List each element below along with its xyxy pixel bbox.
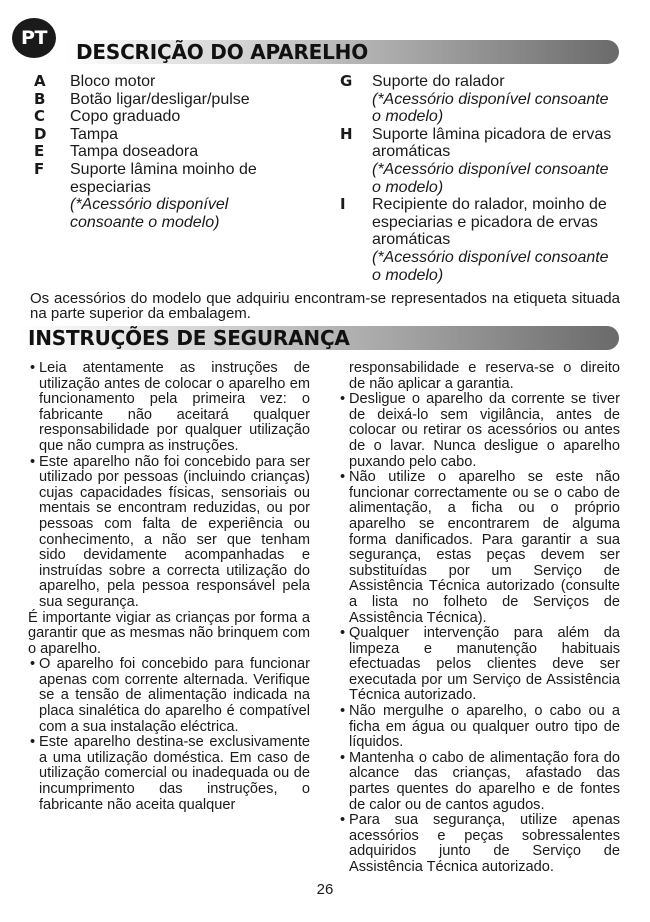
language-badge: PT	[12, 18, 56, 58]
bullet: •	[30, 656, 36, 673]
item-text: Suporte do ralador	[372, 73, 505, 90]
bullet: •	[340, 812, 346, 829]
safety-item	[340, 704, 620, 751]
item-text: Bloco motor	[70, 73, 156, 90]
bullet: •	[340, 625, 346, 642]
list-item	[340, 196, 625, 284]
item-letter: A	[34, 72, 46, 90]
list-item	[340, 126, 625, 196]
safety-item	[30, 735, 310, 813]
list-item	[340, 73, 625, 126]
safety-text: Não utilize o aparelho se este não funcionar correctamente ou se o cabo de alimentação, a ficha ou o próprio aparelho se encontrarem de alguma forma danificados. Para garantir a sua segurança, estas peças devem ser substituídas por um Serviço de Assistência Técnica autorizado (consulte a lista no folheto de Serviços de Assistência Técnica).	[349, 469, 620, 626]
page-number: 26	[316, 881, 334, 898]
item-text: Suporte lâmina moinho de especiarias	[70, 160, 257, 196]
item-letter: F	[34, 159, 45, 178]
item-text: Tampa	[70, 125, 119, 143]
bullet: •	[340, 703, 346, 720]
bullet: •	[30, 453, 36, 470]
safety-item	[340, 751, 620, 813]
item-letter: H	[340, 124, 353, 143]
item-note: (*Acessório disponível consoante o modelo)	[372, 248, 609, 284]
item-note: (*Acessório disponível consoante o modelo)	[372, 160, 609, 196]
list-item	[34, 161, 324, 231]
safety-text: Mantenha o cabo de alimentação fora do alcance das crianças, afastado das partes quentes do aparelho e de fontes de calor ou de cantos agudos.	[349, 749, 620, 813]
safety-text: Para sua segurança, utilize apenas acessórios e peças sobressalentes adquiridos junto de Serviço de Assistência Técnica autorizado.	[349, 812, 620, 875]
parts-list-right	[340, 73, 625, 284]
safety-text: responsabilidade e reserva-se o direito de não aplicar a garantia.	[349, 360, 620, 392]
bullet: •	[30, 360, 36, 376]
item-letter: D	[34, 124, 47, 143]
safety-item	[340, 470, 620, 626]
safety-item	[340, 626, 620, 704]
safety-text: Leia atentamente as instruções de utilização antes de colocar o aparelho em funcionamento pela primeira vez: o fabricante não aceitará qualquer responsabilidade por qualquer utilização que não cumpra as instruções.	[39, 360, 310, 454]
parts-list-left	[34, 73, 324, 231]
safety-column-right	[340, 361, 620, 876]
safety-text: Não mergulhe o aparelho, o cabo ou a ficha em água ou qualquer outro tipo de líquidos.	[349, 703, 620, 751]
item-text: Tampa doseadora	[70, 143, 199, 161]
bullet: •	[30, 734, 36, 751]
accessories-footnote: Os acessórios do modelo que adquiriu encontram-se representados na etiqueta situada na parte superior da embalagem.	[30, 290, 620, 323]
safety-item	[340, 392, 620, 470]
bullet: •	[340, 469, 346, 486]
safety-item	[30, 361, 310, 455]
bullet: •	[340, 391, 346, 408]
list-item	[34, 108, 324, 126]
item-text: Botão ligar/desligar/pulse	[70, 90, 250, 108]
bullet: •	[340, 749, 346, 766]
item-text: Copo graduado	[70, 108, 181, 126]
safety-item	[340, 813, 620, 875]
item-letter: E	[34, 142, 45, 161]
item-letter: G	[340, 72, 353, 90]
safety-text: Desligue o aparelho da corrente se tiver de deixá-lo sem vigilância, antes de colocar ou retirar os acessórios ou antes de o lavar. Nunca desligue o aparelho puxando pelo cabo.	[349, 391, 620, 470]
safety-column-left	[30, 361, 310, 813]
item-note: (*Acessório disponível consoante o modelo)	[372, 90, 609, 126]
safety-item	[30, 657, 310, 735]
list-item	[34, 73, 324, 91]
item-text: Recipiente do ralador, moinho de especiarias e picadora de ervas aromáticas	[372, 196, 607, 249]
list-item	[34, 143, 324, 161]
safety-text: Este aparelho destina-se exclusivamente a uma utilização doméstica. Em caso de utilização comercial ou inadequada ou de incumprimento das instruções, o fabricante não aceita qualquer	[39, 734, 310, 813]
item-note: (*Acessório disponível consoante o modelo)	[70, 196, 229, 231]
safety-text: É importante vigiar as crianças por forma a garantir que as mesmas não brinquem com o aparelho.	[28, 609, 310, 657]
section-title-description: DESCRIÇÃO DO APARELHO	[76, 40, 369, 64]
list-item	[34, 126, 324, 144]
safety-item	[30, 455, 310, 611]
item-letter: B	[34, 89, 46, 108]
item-text: Suporte lâmina picadora de ervas aromáticas	[372, 125, 612, 161]
safety-text: O aparelho foi concebido para funcionar apenas com corrente alternada. Verifique se a tensão de alimentação indicada na placa sinalética do aparelho é compatível com a sua instalação eléctrica.	[39, 656, 310, 735]
safety-text: Qualquer intervenção para além da limpeza e manutenção habituais efectuadas pelos clientes deve ser executada por um Serviço de Assistência Técnica autorizado.	[349, 625, 620, 704]
safety-text: Este aparelho não foi concebido para ser utilizado por pessoas (incluindo crianças) cujas capacidades físicas, sensoriais ou mentais se encontram reduzidas, ou por pessoas com falta de experiência ou conhecimento, a não ser que tenham sido devidamente acompanhadas e instruídas sobre a correcta utilização do aparelho, pela pessoa responsável pela sua segurança.	[39, 453, 310, 610]
list-item	[34, 91, 324, 109]
item-letter: I	[340, 195, 346, 214]
section-title-safety: INSTRUÇÕES DE SEGURANÇA	[28, 326, 350, 350]
item-letter: C	[34, 107, 46, 126]
